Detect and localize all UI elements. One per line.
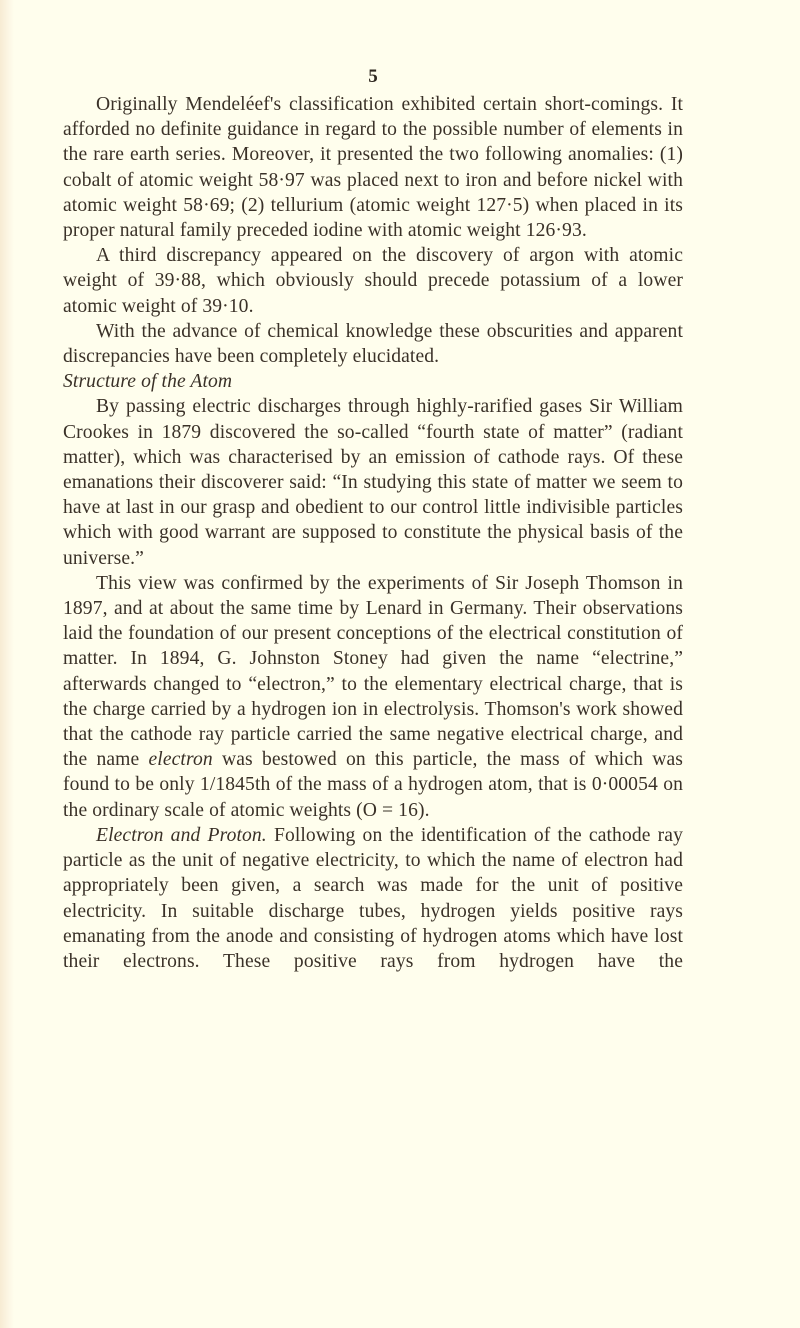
- paragraph-elucidated: With the advance of chemical knowledge these obscurities and apparent discrepancies have been completely elucidated.: [63, 320, 683, 368]
- text-span: was bestowed on this particle, the mass of which was found to be only 1/1845th of the mass of a hydrogen atom, that is 0·00054 on the ordinary scale of atomic weights (O = 16).: [63, 749, 683, 821]
- body-text: [63, 92, 683, 974]
- page-edge-shadow: [0, 0, 14, 1328]
- paragraph-mendeleef-shortcomings: Originally Mendeléef's classification exhibited certain short-comings. It afforded no definite guidance in regard to the possible number of elements in the rare earth series. Moreover, it presented the two following anomalies: (1) cobalt of atomic weight 58·97 was placed next to iron and before nickel with atomic weight 58·69; (2) tellurium (atomic weight 127·5) when placed in its proper natural family preceded iodine with atomic weight 126·93.: [63, 94, 683, 242]
- section-heading: Structure of the Atom: [63, 371, 233, 393]
- text-span: Following on the identification of the cathode ray particle as the unit of negative electricity, to which the name of electron had appropriately been given, a search was made for the unit of positive electricity. In suitable discharge tubes, hydrogen yields positive rays emanating from the anode and consisting of hydrogen atoms which have lost their electrons. These positive rays from hydrogen have the: [63, 824, 683, 972]
- paragraph-argon-discrepancy: A third discrepancy appeared on the discovery of argon with atomic weight of 39·88, which obviously should precede potassium of a lower atomic weight of 39·10.: [63, 245, 683, 317]
- page-number: 5: [368, 66, 378, 87]
- paragraph-thomson: [63, 571, 683, 823]
- paragraph-electron-proton: [63, 823, 683, 974]
- emphasis-run-in-heading: Electron and Proton.: [96, 824, 267, 846]
- paragraph-crookes: By passing electric discharges through highly-rarified gases Sir William Crookes in 1879 discovered the so-called “fourth state of matter” (radiant matter), which was characterised by an emission of cathode rays. Of these emanations their discoverer said: “In studying this state of matter we seem to have at last in our grasp and obedient to our control little indivisible particles which with good warrant are supposed to constitute the physical basis of the universe.”: [63, 396, 683, 569]
- text-span: This view was confirmed by the experiments of Sir Joseph Thomson in 1897, and at about the same time by Lenard in Germany. Their observations laid the foundation of our present conceptions of the electrical constitution of matter. In 1894, G. Johnston Stoney had given the name “electrine,” afterwards changed to “electron,” to the elementary electrical charge, that is the charge carried by a hydrogen ion in electrolysis. Thomson's work showed that the cathode ray particle carried the same negative electrical charge, and the name: [63, 572, 683, 771]
- emphasis-electron: electron: [148, 749, 213, 771]
